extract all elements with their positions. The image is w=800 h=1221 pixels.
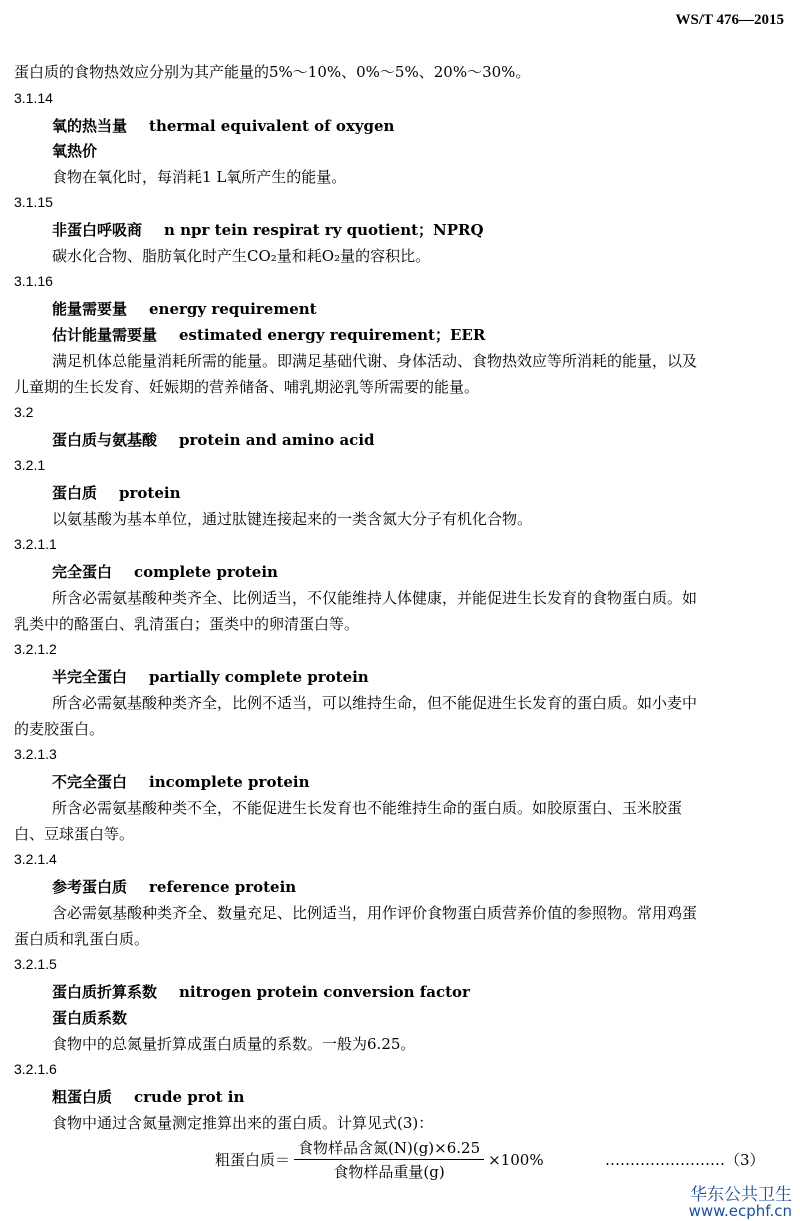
term-zh: 不完全蛋白 (52, 773, 128, 791)
term-en: thermal equivalent of oxygen (149, 117, 395, 135)
clause-number: 3.2.1.6 (14, 1061, 57, 1077)
term-definition: 所含必需氨基酸种类齐全，比例不适当，可以维持生命，但不能促进生长发育的蛋白质。如小麦中 (52, 694, 698, 712)
term-heading (52, 1086, 244, 1107)
clause-number: 3.1.15 (14, 194, 53, 210)
term-definition: 食物在氧化时，每消耗1 L氧所产生的能量。 (52, 168, 347, 186)
term-zh: 蛋白质 (52, 484, 98, 502)
clause-number: 3.2.1.3 (14, 746, 57, 762)
term-zh: 能量需要量 (52, 300, 128, 318)
formula-denominator: 食物样品重量(g) (333, 1163, 445, 1181)
term-alt: 蛋白质系数 (52, 1009, 128, 1027)
term-zh: 完全蛋白 (52, 563, 113, 581)
term-definition-cont: 白、豆球蛋白等。 (14, 825, 135, 843)
term-definition-cont: 儿童期的生长发育、妊娠期的营养储备、哺乳期泌乳等所需要的能量。 (14, 378, 480, 396)
term-definition: 含必需氨基酸种类齐全、数量充足、比例适当，用作评价食物蛋白质营养价值的参照物。常用鸡蛋 (52, 904, 698, 922)
term-zh: 粗蛋白质 (52, 1088, 113, 1106)
standard-code: WS/T 476—2015 (675, 12, 784, 28)
watermark-text: 华东公共卫生 (690, 1185, 792, 1205)
term-heading (52, 219, 484, 240)
equation-label: ……………………（3） (605, 1151, 765, 1169)
term-heading (52, 981, 470, 1002)
intro-text: 蛋白质的食物热效应分别为其产能量的5%～10%、0%～5%、20%～30%。 (14, 63, 531, 81)
term-zh: 非蛋白呼吸商 (52, 221, 143, 239)
term-definition: 满足机体总能量消耗所需的能量。即满足基础代谢、身体活动、食物热效应等所消耗的能量，以及 (52, 352, 698, 370)
term-heading (52, 429, 375, 450)
term-en: protein and amino acid (179, 431, 375, 449)
term-en: n npr tein respirat ry quotient；NPRQ (164, 221, 484, 239)
term-heading (52, 324, 485, 345)
term-zh: 蛋白质与氨基酸 (52, 431, 158, 449)
formula (215, 1137, 544, 1182)
term-en: protein (119, 484, 181, 502)
term-definition: 所含必需氨基酸种类不全，不能促进生长发育也不能维持生命的蛋白质。如胶原蛋白、玉米胶蛋 (52, 799, 683, 817)
term-heading (52, 666, 369, 687)
term-en: partially complete protein (149, 668, 369, 686)
watermark-url: www.ecphf.cn (688, 1202, 792, 1220)
formula-lhs: 粗蛋白质＝ (215, 1151, 291, 1169)
term-definition: 碳水化合物、脂肪氧化时产生CO₂量和耗O₂量的容积比。 (52, 247, 431, 265)
term-zh: 参考蛋白质 (52, 878, 128, 896)
term-definition-cont: 乳类中的酪蛋白、乳清蛋白；蛋类中的卵清蛋白等。 (14, 615, 360, 633)
term-zh: 氧的热当量 (52, 117, 128, 135)
term-definition: 所含必需氨基酸种类齐全、比例适当，不仅能维持人体健康，并能促进生长发育的食物蛋白质。如 (52, 589, 698, 607)
term-en: reference protein (149, 878, 297, 896)
clause-number: 3.2 (14, 404, 34, 420)
term-heading (52, 115, 394, 136)
term-definition-cont: 蛋白质和乳蛋白质。 (14, 930, 150, 948)
term-heading (52, 482, 181, 503)
term-heading (52, 876, 296, 897)
formula-tail: ×100% (488, 1150, 544, 1169)
term-zh: 蛋白质折算系数 (52, 983, 158, 1001)
term-en: complete protein (134, 563, 278, 581)
clause-number: 3.2.1.4 (14, 851, 57, 867)
term-zh: 估计能量需要量 (52, 326, 158, 344)
clause-number: 3.2.1.5 (14, 956, 57, 972)
term-en: crude prot in (134, 1088, 245, 1106)
term-heading (52, 771, 310, 792)
term-heading (52, 298, 317, 319)
term-en: incomplete protein (149, 773, 310, 791)
clause-number: 3.2.1.1 (14, 536, 57, 552)
term-heading (52, 561, 278, 582)
term-definition: 食物中的总氮量折算成蛋白质量的系数。一般为6.25。 (52, 1035, 416, 1053)
term-definition: 以氨基酸为基本单位，通过肽键连接起来的一类含氮大分子有机化合物。 (52, 510, 533, 528)
clause-number: 3.2.1.2 (14, 641, 57, 657)
term-definition-cont: 的麦胶蛋白。 (14, 720, 105, 738)
clause-number: 3.2.1 (14, 457, 46, 473)
clause-number: 3.1.16 (14, 273, 53, 289)
term-en: estimated energy requirement；EER (179, 326, 486, 344)
term-definition: 食物中通过含氮量测定推算出来的蛋白质。计算见式(3)： (52, 1114, 434, 1132)
clause-number: 3.1.14 (14, 90, 53, 106)
term-alt: 氧热价 (52, 142, 98, 160)
term-en: nitrogen protein conversion factor (179, 983, 470, 1001)
term-zh: 半完全蛋白 (52, 668, 128, 686)
formula-numerator: 食物样品含氮(N)(g)×6.25 (294, 1137, 484, 1160)
term-en: energy requirement (149, 300, 317, 318)
formula-fraction (294, 1137, 484, 1182)
